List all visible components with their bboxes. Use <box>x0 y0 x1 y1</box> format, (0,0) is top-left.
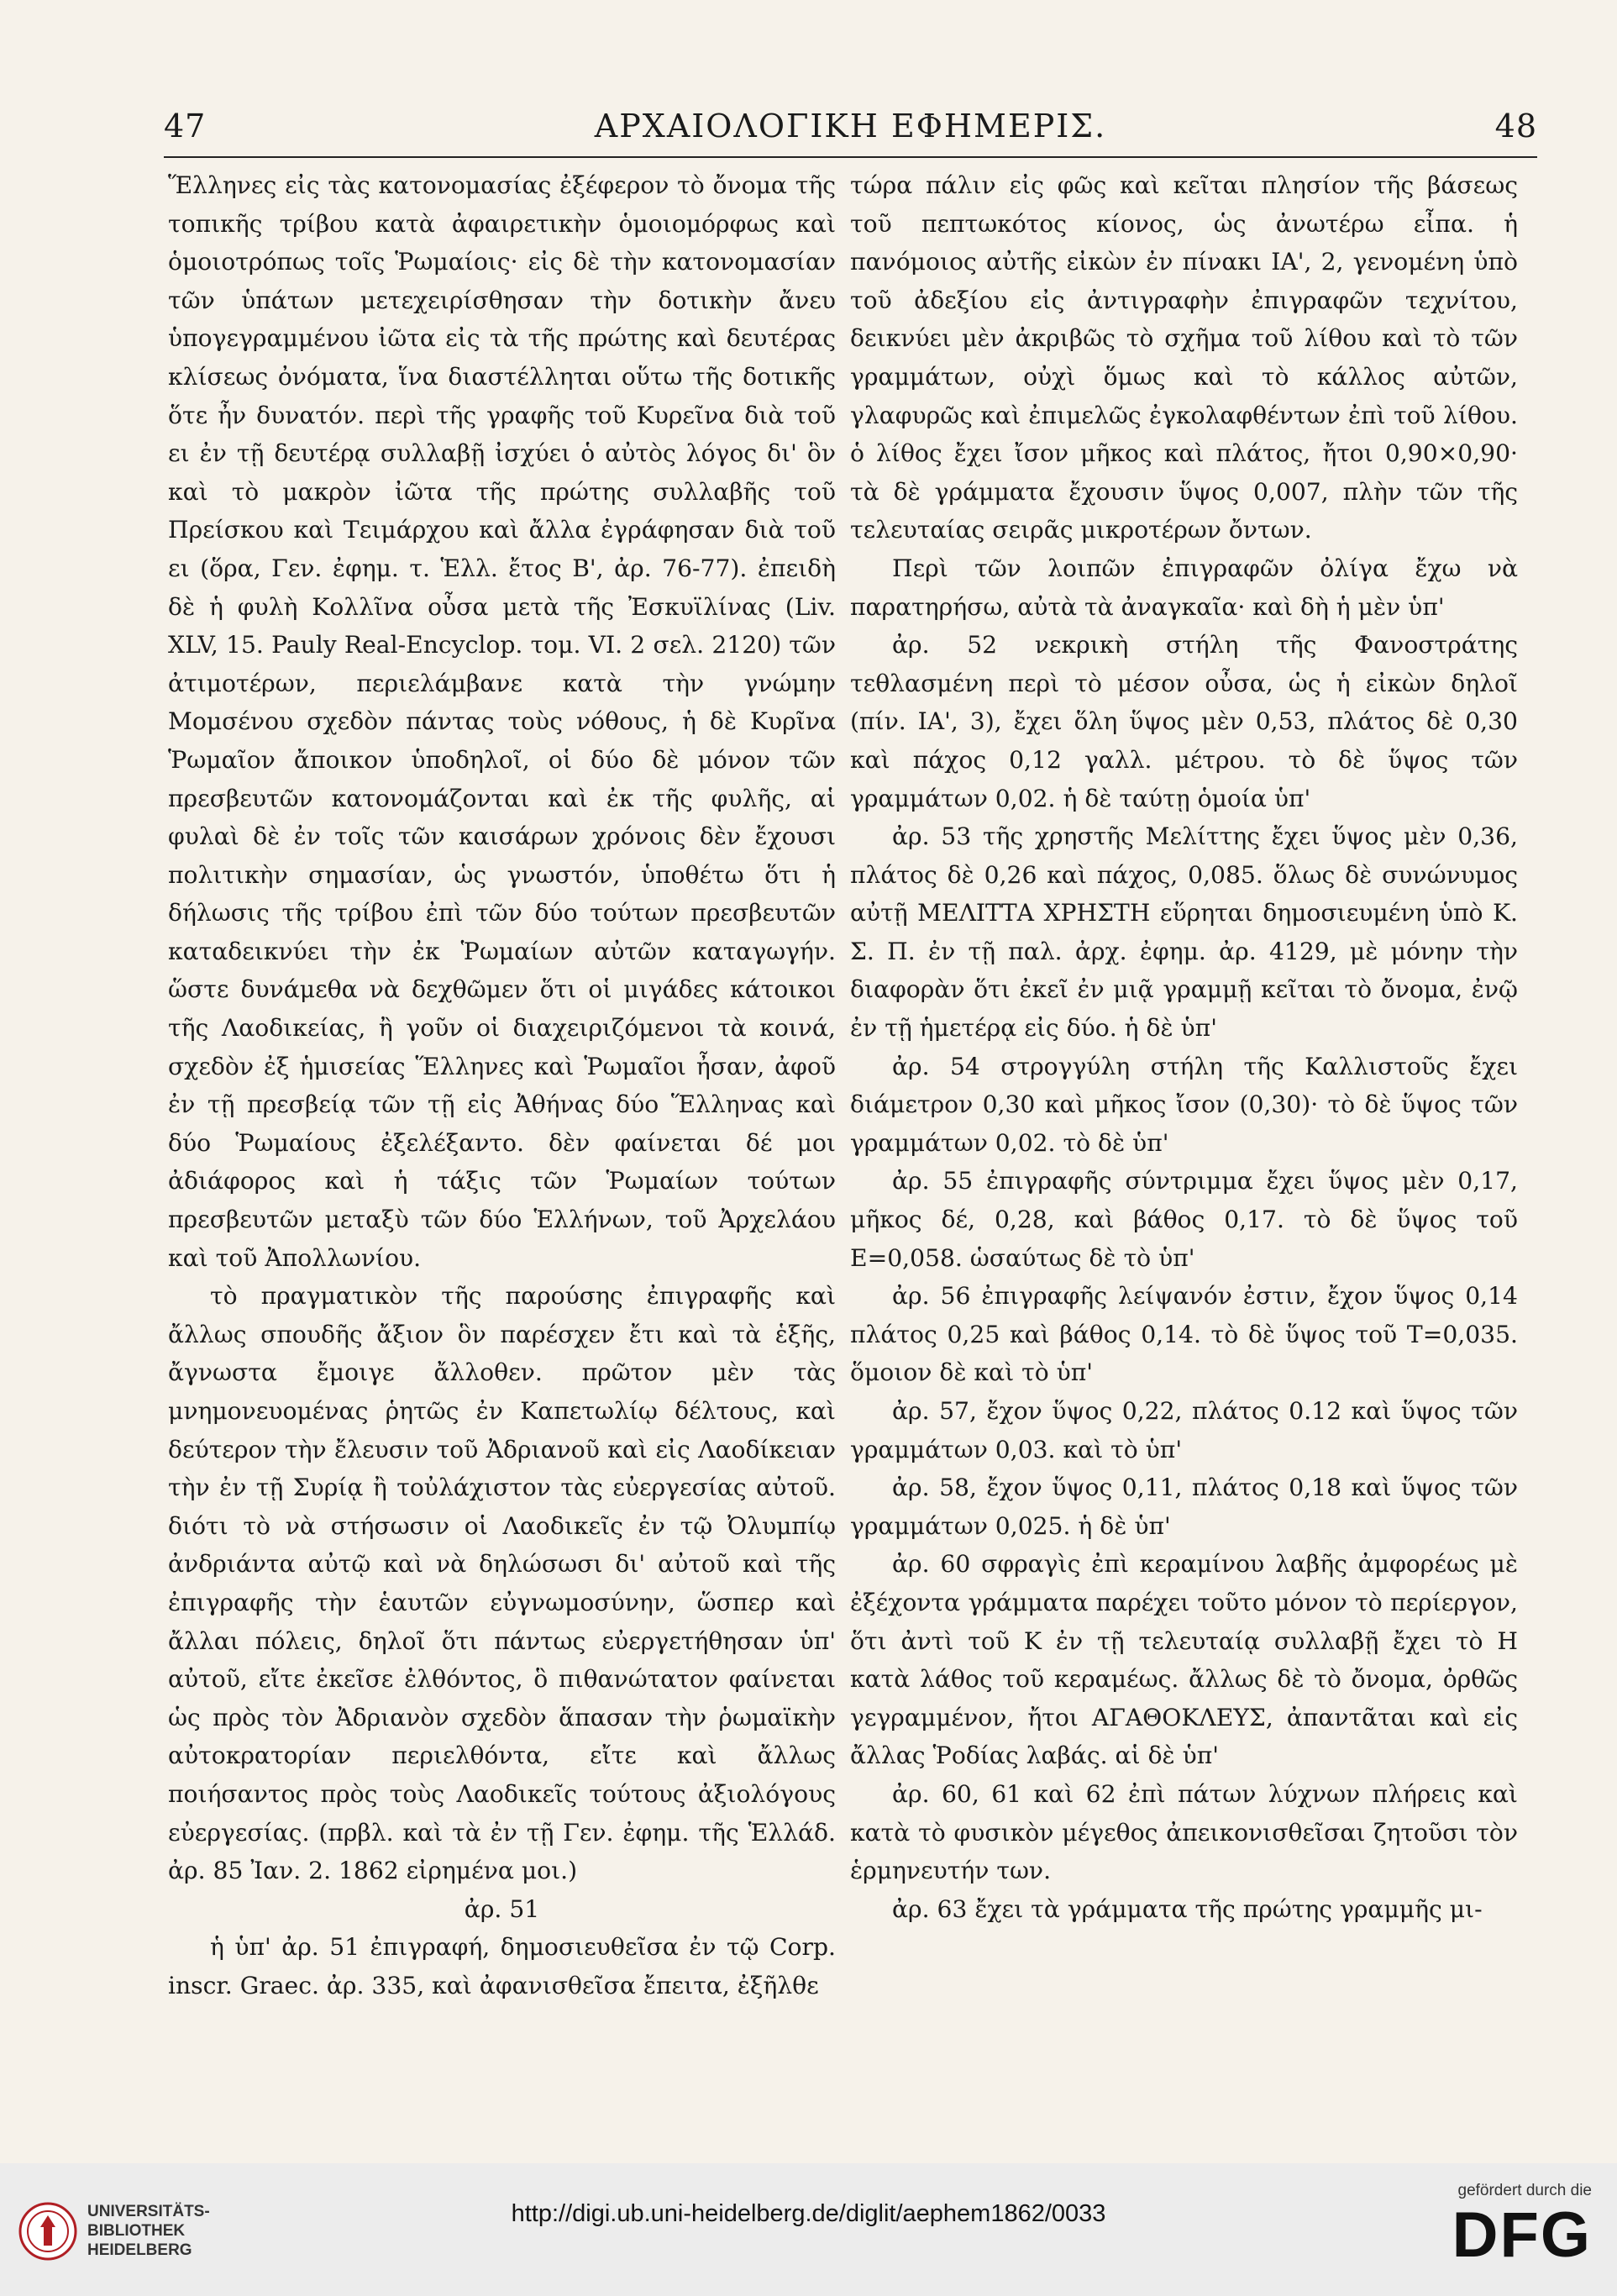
right-paragraph-10: ἀρ. 60 σφραγὶς ἐπὶ κεραμίνου λαβῆς ἀμφορέως μὲ ἐξέχοντα γράμματα παρέχει τοῦτο μόνον τὸ περίεργον, ὅτι ἀντὶ τοῦ Κ ἐν τῇ τελευταίᾳ συλλαβῇ ἔχει τὸ Η κατὰ λάθος τοῦ κεραμέως. ἄλλως δὲ τὸ ὄνομα, ὀρθῶς γεγραμμένον, ἤτοι ΑΓΑΘΟΚΛΕΥΣ, ἀπαντᾶται καὶ εἰς ἄλλας Ῥοδίας λαβάς. αἱ δὲ ὑπ' <box>850 1550 1518 1770</box>
right-paragraph-6: ἀρ. 55 ἐπιγραφῆς σύντριμμα ἔχει ὕψος μὲν 0,17, μῆκος δέ, 0,28, καὶ βάθος 0,17. τὸ δὲ ὕψος τοῦ Ε=0,058. ὡσαύτως δὲ τὸ ὑπ' <box>850 1167 1518 1272</box>
page-number-left: 47 <box>164 108 207 144</box>
funded-by-caption: gefördert durch die <box>1457 2182 1592 2199</box>
dfg-logo[interactable] <box>1415 2182 1592 2283</box>
right-paragraph-4: ἀρ. 53 τῆς χρηστῆς Μελίττης ἔχει ὕψος μὲν 0,36, πλάτος δὲ 0,26 καὶ πάχος, 0,085. ὅλως δὲ συνώνυμος αὐτῇ ΜΕΛΙΤΤΑ ΧΡΗΣΤΗ εὕρηται δημοσιευμένη ὑπὸ Κ. Σ. Π. ἐν τῇ παλ. ἀρχ. ἐφημ. ἀρ. 4129, μὲ μόνην τὴν διαφορὰν ὅτι ἐκεῖ ἐν μιᾷ γραμμῇ κεῖται τὸ ὄνομα, ἐνῷ ἐν τῇ ἡμετέρᾳ εἰς δύο. ἡ δὲ ὑπ' <box>850 822 1518 1043</box>
right-paragraph-3: ἀρ. 52 νεκρικὴ στήλη τῆς Φανοστράτης τεθλασμένη περὶ τὸ μέσον οὖσα, ὡς ἡ εἰκὼν δηλοῖ (πίν. ΙΑ', 3), ἔχει ὅλη ὕψος μὲν 0,53, πλάτος δὲ 0,30 καὶ πάχος 0,12 γαλλ. μέτρου. τὸ δὲ ὕψος τῶν γραμμάτων 0,02. ἡ δὲ ταύτῃ ὁμοία ὑπ' <box>850 631 1518 812</box>
right-paragraph-1: τώρα πάλιν εἰς φῶς καὶ κεῖται πλησίον τῆς βάσεως τοῦ πεπτωκότος κίονος, ὡς ἀνωτέρω εἶπα. ἡ πανόμοιος αὐτῆς εἰκὼν ἐν πίνακι ΙΑ', 2, γενομένη ὑπὸ τοῦ ἀδεξίου εἰς ἀντιγραφὴν ἐπιγραφῶν τεχνίτου, δεικνύει μὲν ἀκριβῶς τὸ σχῆμα τοῦ λίθου καὶ τὸ τῶν γραμμάτων, οὐχὶ ὅμως καὶ τὸ κάλλος αὐτῶν, γλαφυρῶς καὶ ἐπιμελῶς ἐγκολαφθέντων ἐπὶ τοῦ λίθου. ὁ λίθος ἔχει ἴσον μῆκος καὶ πλάτος, ἤτοι 0,90×0,90· τὰ δὲ γράμματα ἔχουσιν ὕψος 0,007, πλὴν τῶν τῆς τελευταίας σειρᾶς μικροτέρων ὄντων. <box>850 171 1518 544</box>
left-paragraph-2: τὸ πραγματικὸν τῆς παρούσης ἐπιγραφῆς καὶ ἄλλως σπουδῆς ἄξιον ὃν παρέσχεν ἔτι καὶ τὰ ἑξῆς, ἄγνωστα ἔμοιγε ἄλλοθεν. πρῶτον μὲν τὰς μνημονευομένας ῥητῶς ἐν Καπετωλίῳ δέλτους, καὶ δεύτερον τὴν ἔλευσιν τοῦ Ἀδριανοῦ καὶ εἰς Λαοδίκειαν τὴν ἐν τῇ Συρίᾳ ἢ τοὐλάχιστον τὰς εὐεργεσίας αὐτοῦ. διότι τὸ νὰ στήσωσιν οἱ Λαοδικεῖς ἐν τῷ Ὀλυμπίῳ ἀνδριάντα αὐτῷ καὶ νὰ δηλώσωσι δι' αὐτοῦ καὶ τῆς ἐπιγραφῆς τὴν ἑαυτῶν εὐγνωμοσύνην, ὥσπερ καὶ ἄλλαι πόλεις, δηλοῖ ὅτι πάντως εὐεργετήθησαν ὑπ' αὐτοῦ, εἴτε ἐκεῖσε ἐλθόντος, ὃ πιθανώτατον φαίνεται ὡς πρὸς τὸν Ἀδριανὸν σχεδὸν ἅπασαν τὴν ῥωμαϊκὴν αὐτοκρατορίαν περιελθόντα, εἴτε καὶ ἄλλως ποιήσαντος πρὸς τοὺς Λαοδικεῖς τούτους ἀξιολόγους εὐεργεσίας. (πρβλ. καὶ τὰ ἐν τῇ Γεν. ἐφημ. τῆς Ἑλλάδ. ἀρ. 85 Ἰαν. 2. 1862 εἰρημένα μοι.) <box>168 1282 836 1885</box>
source-url-link[interactable]: http://digi.ub.uni-heidelberg.de/diglit/aephem1862/0033 <box>511 2200 1106 2227</box>
section-heading-51: ἀρ. 51 <box>464 1894 540 1923</box>
right-column <box>850 166 1518 1928</box>
left-paragraph-3: ἡ ὑπ' ἀρ. 51 ἐπιγραφή, δημοσιευθεῖσα ἐν τῷ Corp. inscr. Graec. ἀρ. 335, καὶ ἀφανισθεῖσα ἔπειτα, ἐξῆλθε <box>168 1933 836 1999</box>
right-paragraph-8: ἀρ. 57, ἔχον ὕψος 0,22, πλάτος 0.12 καὶ ὕψος τῶν γραμμάτων 0,03. καὶ τὸ ὑπ' <box>850 1397 1518 1463</box>
right-paragraph-9: ἀρ. 58, ἔχον ὕψος 0,11, πλάτος 0,18 καὶ ὕψος τῶν γραμμάτων 0,025. ἡ δὲ ὑπ' <box>850 1474 1518 1540</box>
university-library-name: UNIVERSITÄTS- BIBLIOTHEK HEIDELBERG <box>87 2203 210 2259</box>
right-paragraph-5: ἀρ. 54 στρογγύλη στήλη τῆς Καλλιστοῦς ἔχει διάμετρον 0,30 καὶ μῆκος ἴσον (0,30)· τὸ δὲ ὕψος τῶν γραμμάτων 0,02. τὸ δὲ ὑπ' <box>850 1052 1518 1157</box>
footer-bar <box>0 2163 1617 2296</box>
right-paragraph-11: ἀρ. 60, 61 καὶ 62 ἐπὶ πάτων λύχνων πλήρεις καὶ κατὰ τὸ φυσικὸν μέγεθος ἀπεικονισθεῖσαι ζητοῦσι τὸν ἑρμηνευτήν των. <box>850 1779 1518 1885</box>
right-paragraph-12: ἀρ. 63 ἔχει τὰ γράμματα τῆς πρώτης γραμμῆς μι- <box>892 1894 1483 1923</box>
dfg-wordmark: DFG <box>1452 2199 1592 2271</box>
right-paragraph-7: ἀρ. 56 ἐπιγραφῆς λείψανόν ἐστιν, ἔχον ὕψος 0,14 πλάτος 0,25 καὶ βάθος 0,14. τὸ δὲ ὕψος τοῦ Τ=0,035. ὅμοιον δὲ καὶ τὸ ὑπ' <box>850 1282 1518 1387</box>
journal-title: ΑΡΧΑΙΟΛΟΓΙΚΗ ΕΦΗΜΕΡΙΣ. <box>594 108 1107 144</box>
right-paragraph-2: Περὶ τῶν λοιπῶν ἐπιγραφῶν ὀλίγα ἔχω νὰ παρατηρήσω, αὐτὰ τὰ ἀναγκαῖα· καὶ δὴ ἡ μὲν ὑπ' <box>850 554 1518 621</box>
page-header <box>164 108 1537 150</box>
header-rule <box>164 156 1537 158</box>
left-column <box>168 166 836 2005</box>
left-paragraph-1: Ἕλληνες εἰς τὰς κατονομασίας ἐξέφερον τὸ ὄνομα τῆς τοπικῆς τρίβου κατὰ ἀφαιρετικὴν ὁμοιομόρφως καὶ ὁμοιοτρόπως τοῖς Ῥωμαίοις· εἰς δὲ τὴν κατονομασίαν τῶν ὑπάτων μετεχειρίσθησαν τὴν δοτικὴν ἄνευ ὑπογεγραμμένου ἰῶτα εἰς τὰ τῆς πρώτης καὶ δευτέρας κλίσεως ὀνόματα, ἵνα διαστέλληται οὕτω τῆς δοτικῆς ὅτε ἦν δυνατόν. περὶ τῆς γραφῆς τοῦ Κυρεῖνα διὰ τοῦ ει ἐν τῇ δευτέρᾳ συλλαβῇ ἰσχύει ὁ αὐτὸς λόγος δι' ὃν καὶ τὸ μακρὸν ἰῶτα τῆς πρώτης συλλαβῆς τοῦ Πρείσκου καὶ Τειμάρχου καὶ ἄλλα ἐγράφησαν διὰ τοῦ ει (ὅρα, Γεν. ἐφημ. τ. Ἑλλ. ἔτος Β', ἀρ. 76-77). ἐπειδὴ δὲ ἡ φυλὴ Κολλῖνα οὖσα μετὰ τῆς Ἐσκυϊλίνας (Liv. XLV, 15. Pauly Real-Encyclop. τομ. VI. 2 σελ. 2120) τῶν ἀτιμοτέρων, περιελάμβανε κατὰ τὴν γνώμην Μομσένου σχεδὸν πάντας τοὺς νόθους, ἡ δὲ Κυρῖνα Ῥωμαῖον ἄποικον ὑποδηλοῖ, οἱ δύο δὲ μόνον τῶν πρεσβευτῶν κατονομάζονται καὶ ἐκ τῆς φυλῆς, αἱ φυλαὶ δὲ ἐν τοῖς τῶν καισάρων χρόνοις δὲν ἔχουσι πολιτικὴν σημασίαν, ὡς γνωστόν, ὑποθέτω ὅτι ἡ δήλωσις τῆς τρίβου ἐπὶ τῶν δύο τούτων πρεσβευτῶν καταδεικνύει τὴν ἐκ Ῥωμαίων αὐτῶν καταγωγήν. ὥστε δυνάμεθα νὰ δεχθῶμεν ὅτι οἱ μιγάδες κάτοικοι τῆς Λαοδικείας, ἢ γοῦν οἱ διαχειριζόμενοι τὰ κοινά, σχεδὸν ἐξ ἡμισείας Ἕλληνες καὶ Ῥωμαῖοι ἦσαν, ἀφοῦ ἐν τῇ πρεσβείᾳ τῶν τῇ εἰς Ἀθήνας δύο Ἕλληνας καὶ δύο Ῥωμαίους ἐξελέξαντο. δὲν φαίνεται δέ μοι ἀδιάφορος καὶ ἡ τάξις τῶν Ῥωμαίων τούτων πρεσβευτῶν μεταξὺ τῶν δύο Ἑλλήνων, τοῦ Ἀρχελάου καὶ τοῦ Ἀπολλωνίου. <box>168 171 836 1272</box>
page-number-right: 48 <box>1494 108 1537 144</box>
